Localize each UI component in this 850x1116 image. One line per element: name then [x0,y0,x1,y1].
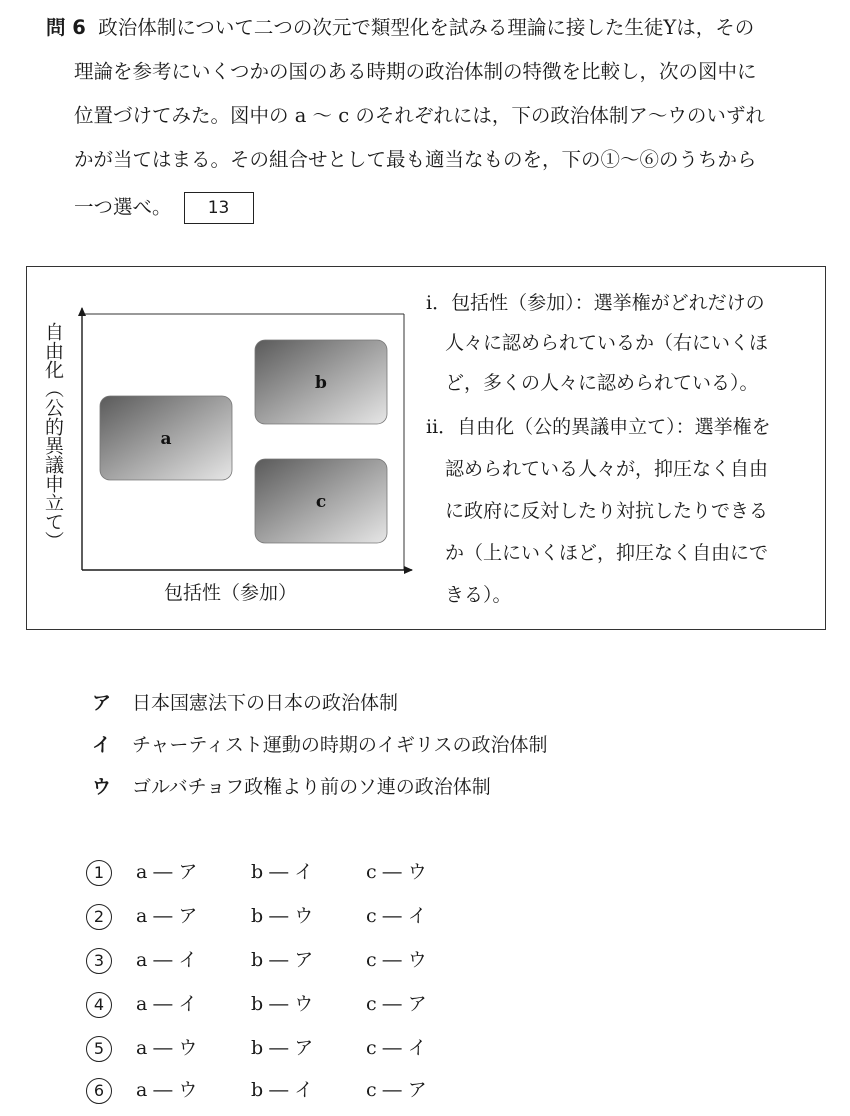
option-2[interactable] [86,904,481,930]
option-number[interactable]: 1 [86,860,112,886]
option-4[interactable] [86,992,481,1018]
option-c-pair: c ― ア [366,993,427,1015]
option-b-pair: b ― ア [251,949,314,971]
option-b-pair: b ― イ [251,861,314,883]
answer-box[interactable]: 13 [184,192,254,224]
option-b-pair: b ― ウ [251,993,314,1015]
option-1[interactable] [86,860,481,886]
question-number: 問 6 [46,16,86,39]
option-b-pair: b ― ア [251,1037,314,1059]
option-c-pair: c ― ウ [366,949,427,971]
option-a-pair: a ― ア [136,905,198,927]
cell-b-label: b [315,373,327,393]
option-number[interactable]: 2 [86,904,112,930]
option-a-pair: a ― イ [136,993,198,1015]
option-number[interactable]: 6 [86,1078,112,1104]
question-text-5: 一つ選べ。 [74,195,172,219]
choice-text: ゴルバチョフ政権より前のソ連の政治体制 [132,776,491,798]
cell-c-label: c [315,492,327,512]
option-c-pair: c ― ア [366,1079,427,1101]
y-axis-label: 自由化（公的異議申立て） [42,322,64,550]
option-number[interactable]: 3 [86,948,112,974]
note-line-6: に政府に反対したり対抗したりできる [426,500,769,522]
x-axis-label: 包括性（参加） [164,582,298,604]
option-b-pair: b ― イ [251,1079,314,1101]
note-line-5: 認められている人々が，抑圧なく自由 [426,458,769,480]
choice-mark: ア [92,692,112,714]
note-line-4: ⅱ．自由化（公的異議申立て）：選挙権を [426,416,771,438]
note-line-8: きる）。 [426,584,512,606]
choice-i [92,736,548,755]
note-line-3: ど，多くの人々に認められている）。 [426,372,759,394]
note-line-1: ⅰ．包括性（参加）：選挙権がどれだけの [426,292,765,314]
option-c-pair: c ― イ [366,1037,427,1059]
option-a-pair: a ― ウ [136,1037,198,1059]
choice-mark: ウ [92,776,112,798]
option-a-pair: a ― ウ [136,1079,198,1101]
cell-a-label: a [160,429,172,449]
option-6[interactable] [86,1078,481,1104]
choice-text: チャーティスト運動の時期のイギリスの政治体制 [132,734,548,756]
option-c-pair: c ― ウ [366,861,427,883]
choice-mark: イ [92,734,112,756]
choice-a [92,694,398,713]
option-number[interactable]: 5 [86,1036,112,1062]
option-a-pair: a ― ア [136,861,198,883]
question-line-2: 理論を参考にいくつかの国のある時期の政治体制の特徴を比較し，次の図中に [74,60,757,83]
option-5[interactable] [86,1036,481,1062]
option-number[interactable]: 4 [86,992,112,1018]
question-line-4: かが当てはまる。その組合せとして最も適当なものを，下の①～⑥のうちから [74,148,757,171]
choice-text: 日本国憲法下の日本の政治体制 [132,692,399,714]
question-line-3: 位置づけてみた。図中の a ～ c のそれぞれには，下の政治体制ア～ウのいずれ [74,104,765,127]
option-a-pair: a ― イ [136,949,198,971]
option-b-pair: b ― ウ [251,905,314,927]
question-text-1: 政治体制について二つの次元で類型化を試みる理論に接した生徒Yは，その [98,16,755,39]
option-3[interactable] [86,948,481,974]
note-line-7: か（上にいくほど，抑圧なく自由にで [426,542,769,564]
option-c-pair: c ― イ [366,905,427,927]
choice-u [92,778,491,797]
note-line-2: 人々に認められているか（右にいくほ [426,332,769,354]
